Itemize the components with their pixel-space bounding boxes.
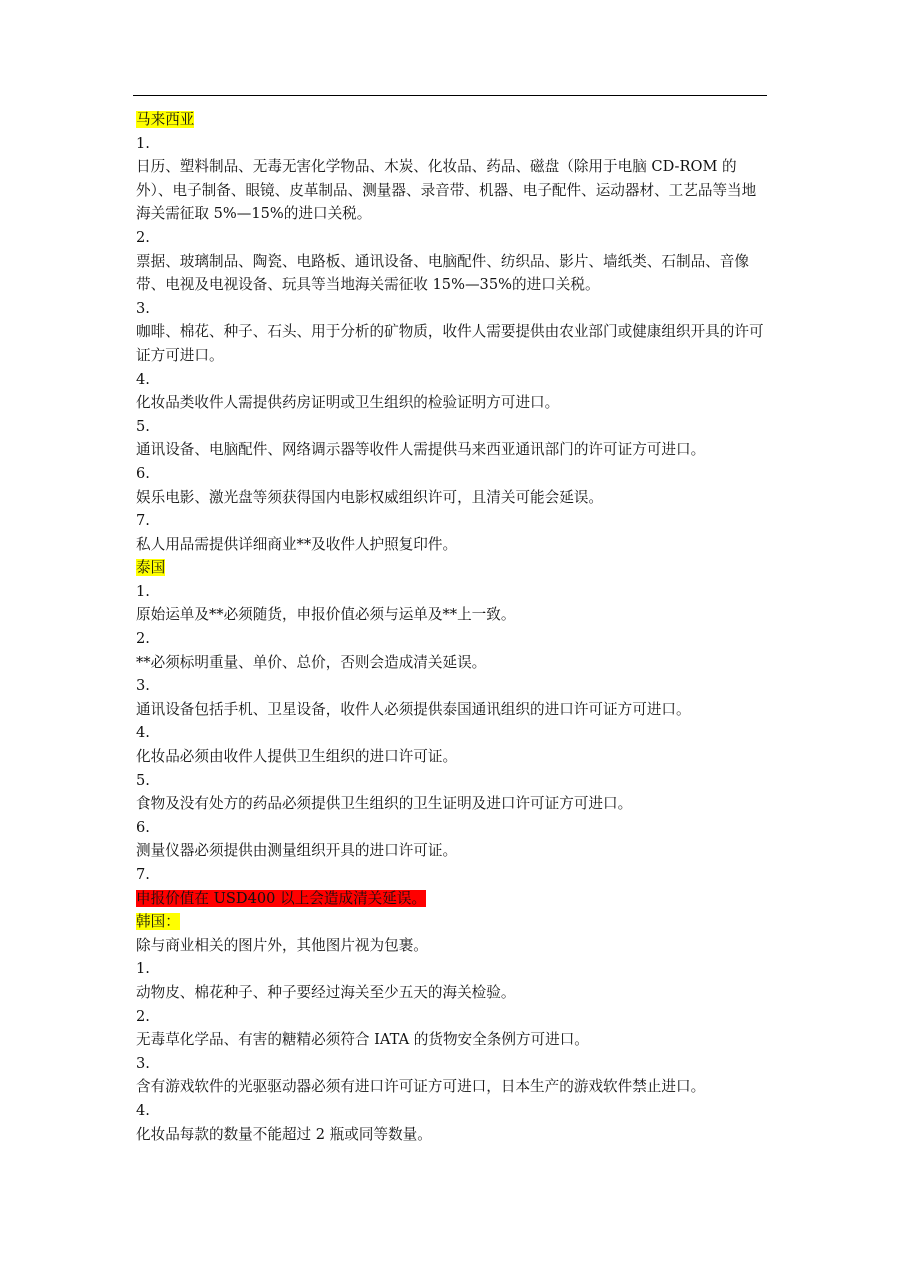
item-text: 测量仪器必须提供由测量组织开具的进口许可证。 — [136, 842, 458, 860]
item-text: 食物及没有处方的药品必须提供卫生组织的卫生证明及进口许可证方可进口。 — [136, 795, 633, 813]
section-intro: 除与商业相关的图片外，其他图片视为包裹。 — [136, 936, 428, 954]
header-rule — [133, 95, 767, 96]
section-heading-korea — [136, 910, 766, 934]
item-number: 6. — [136, 818, 150, 836]
item-text: 咖啡、棉花、种子、石头、用于分析的矿物质，收件人需要提供由农业部门或健康组织开具的许可证方可进口。 — [136, 323, 764, 364]
item-number: 4. — [136, 370, 150, 388]
item-text: 动物皮、棉花种子、种子要经过海关至少五天的海关检验。 — [136, 983, 516, 1001]
item-text: 化妆品必须由收件人提供卫生组织的进口许可证。 — [136, 748, 458, 766]
item-text: 通讯设备、电脑配件、网络调示器等收件人需提供马来西亚通讯部门的许可证方可进口。 — [136, 441, 706, 459]
item-number: 3. — [136, 677, 150, 695]
heading-text: 泰国 — [136, 559, 166, 577]
item-number: 4. — [136, 724, 150, 742]
item-text: 娱乐电影、激光盘等须获得国内电影权威组织许可，且清关可能会延误。 — [136, 488, 604, 506]
section-heading-malaysia — [136, 108, 766, 132]
item-number: 2. — [136, 630, 150, 648]
item-number: 2. — [136, 228, 150, 246]
item-number: 2. — [136, 1007, 150, 1025]
item-text: 票据、玻璃制品、陶瓷、电路板、通讯设备、电脑配件、纺织品、影片、墙纸类、石制品、音像带、电视及电视设备、玩具等当地海关需征收 15%—35%的进口关税。 — [136, 252, 749, 294]
heading-text: 韩国： — [136, 913, 180, 931]
item-number: 3. — [136, 299, 150, 317]
item-number: 6. — [136, 464, 150, 482]
document-body — [136, 108, 766, 1146]
item-text-highlighted — [136, 887, 766, 911]
item-number: 7. — [136, 512, 150, 530]
item-text: 私人用品需提供详细商业**及收件人护照复印件。 — [136, 535, 458, 553]
item-text: 无毒草化学品、有害的糖精必须符合 IATA 的货物安全条例方可进口。 — [136, 1031, 589, 1049]
item-number: 5. — [136, 771, 150, 789]
item-number: 1. — [136, 582, 150, 600]
item-text: 化妆品类收件人需提供药房证明或卫生组织的检验证明方可进口。 — [136, 394, 560, 412]
item-text: 化妆品每款的数量不能超过 2 瓶或同等数量。 — [136, 1125, 432, 1143]
heading-text: 马来西亚 — [136, 111, 195, 128]
item-text: 原始运单及**必须随货，申报价值必须与运单及**上一致。 — [136, 606, 516, 624]
item-text: 日历、塑料制品、无毒无害化学物品、木炭、化妆品、药品、磁盘（除用于电脑 CD-ROM 的外）、电子制备、眼镜、皮革制品、测量器、录音带、机器、电子配件、运动器材、工艺品等当地海关需征取 5%—15%的进口关税。 — [136, 158, 757, 223]
item-text: 含有游戏软件的光驱驱动器必须有进口许可证方可进口，日本生产的游戏软件禁止进口。 — [136, 1078, 706, 1096]
item-number: 3. — [136, 1054, 150, 1072]
item-number: 7. — [136, 866, 150, 883]
item-text: 通讯设备包括手机、卫星设备，收件人必须提供泰国通讯组织的进口许可证方可进口。 — [136, 700, 691, 718]
item-number: 1. — [136, 134, 150, 152]
section-heading-thailand — [136, 556, 766, 580]
item-number: 1. — [136, 960, 150, 978]
item-text: **必须标明重量、单价、总价，否则会造成清关延误。 — [136, 653, 487, 671]
highlighted-text: 申报价值在 USD400 以上会造成清关延误。 — [136, 889, 427, 907]
item-number: 4. — [136, 1101, 150, 1119]
item-number: 5. — [136, 417, 150, 435]
